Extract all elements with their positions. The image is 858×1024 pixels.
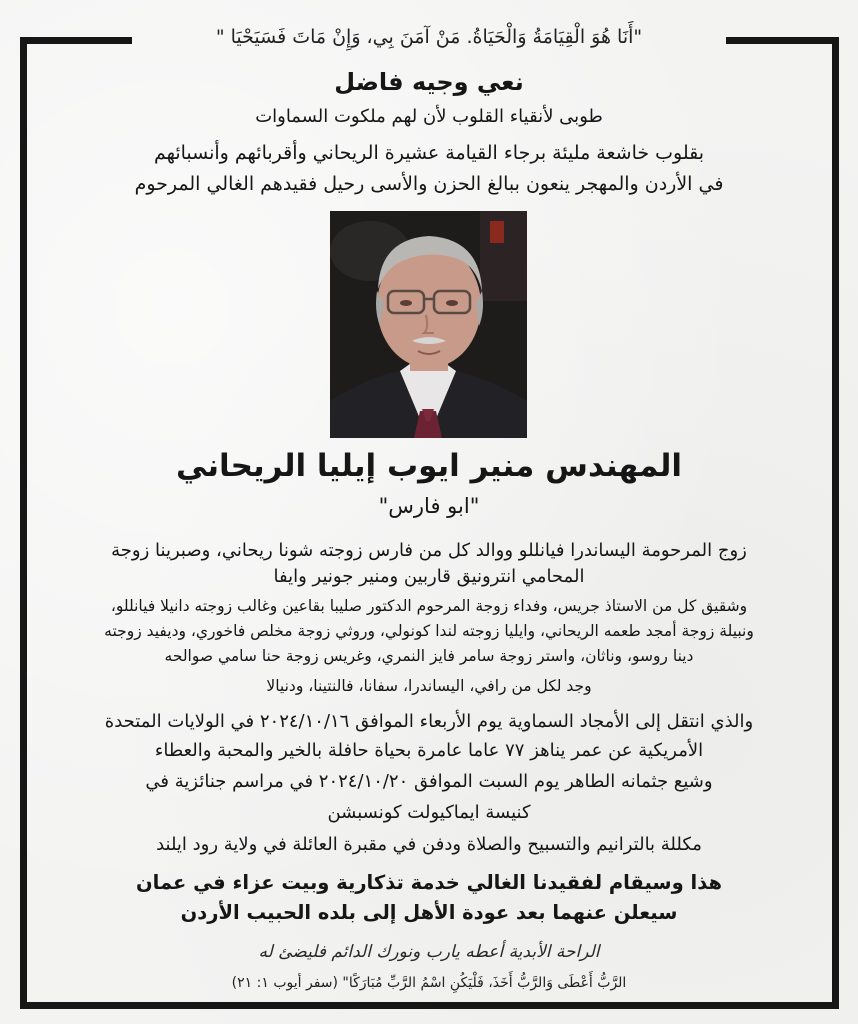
memorial-line-1: هذا وسيقام لفقيدنا الغالي خدمة تذكارية وبيت عزاء في عمان — [136, 871, 722, 894]
frame-left — [20, 37, 27, 1009]
intro-line-2: في الأردن والمهجر ينعون ببالغ الحزن والأسى رحيل فقيدهم الغالي المرحوم — [134, 173, 724, 195]
memorial-line-2: سيعلن عنهما بعد عودة الأهل إلى بلده الحبيب الأردن — [180, 901, 678, 924]
portrait-illustration — [330, 211, 527, 438]
obituary-title: نعي وجيه فاضل — [334, 68, 524, 96]
closing-prayer: الراحة الأبدية أعطه يارب ونورك الدائم فليضئ له — [258, 942, 600, 962]
frame-right — [832, 37, 839, 1009]
funeral-line-1: وشيع جثمانه الطاهر يوم السبت الموافق ٢٠٢٤/١٠/٢٠ في مراسم جنائزية في — [145, 771, 713, 792]
family-line-3: وشقيق كل من الاستاذ جريس، وفداء زوجة المرحوم الدكتور صليبا بقاعين وغالب زوجته دانيلا فيانللو، — [110, 597, 748, 615]
family-line-5: دينا روسو، وناثان، واستر زوجة سامر فايز النمري، وغريس زوجة حنا سامي صوالحه — [164, 647, 694, 665]
top-verse: "أَنَا هُوَ الْقِيَامَةُ وَالْحَيَاةُ. مَنْ آمَنَ بِي، وَإِنْ مَاتَ فَسَيَحْيَا " — [215, 26, 643, 48]
passing-line-2: الأمريكية عن عمر يناهز ٧٧ عاما عامرة بحياة حافلة بالخير والمحبة والعطاء — [154, 740, 704, 761]
intro-line-1: بقلوب خاشعة مليئة برجاء القيامة عشيرة الريحاني وأقربائهم وأنسبائهم — [153, 142, 705, 164]
blessing-line: طوبى لأنقياء القلوب لأن لهم ملكوت السماوات — [255, 106, 603, 127]
family-line-6: وجد لكل من رافي، اليساندرا، سفانا، فالنتينا، ودنيالا — [266, 677, 592, 695]
family-line-4: ونبيلة زوجة أمجد طعمه الريحاني، وايليا زوجته لندا كونولي، وروثي زوجة مخلص فاخوري، وديفيد زوجته — [104, 622, 754, 640]
frame-bottom — [20, 1002, 839, 1009]
deceased-name: المهندس منير ايوب إيليا الريحاني — [175, 448, 683, 484]
church-name: كنيسة ايماكيولت كونسبشن — [327, 802, 531, 823]
bottom-verse: الرَّبُّ أَعْطَى وَالرَّبُّ أَخَذَ، فَلْيَكُنِ اسْمُ الرَّبِّ مُبَارَكًا" (سفر أيوب ١: ٢١) — [231, 975, 627, 991]
family-line-2: المحامي انترونيق قاربين ومنير جونير وايفا — [273, 566, 585, 587]
family-line-1: زوج المرحومة اليساندرا فيانللو ووالد كل من فارس زوجته شونا ريحاني، وصبرينا زوجة — [111, 540, 747, 561]
burial-line: مكللة بالترانيم والتسبيح والصلاة ودفن في مقبرة العائلة في ولاية رود ايلند — [156, 834, 702, 855]
passing-line-1: والذي انتقل إلى الأمجاد السماوية يوم الأربعاء الموافق ٢٠٢٤/١٠/١٦ في الولايات المتحدة — [104, 711, 754, 732]
deceased-nickname: "ابو فارس" — [378, 494, 480, 518]
deceased-portrait — [330, 211, 527, 438]
